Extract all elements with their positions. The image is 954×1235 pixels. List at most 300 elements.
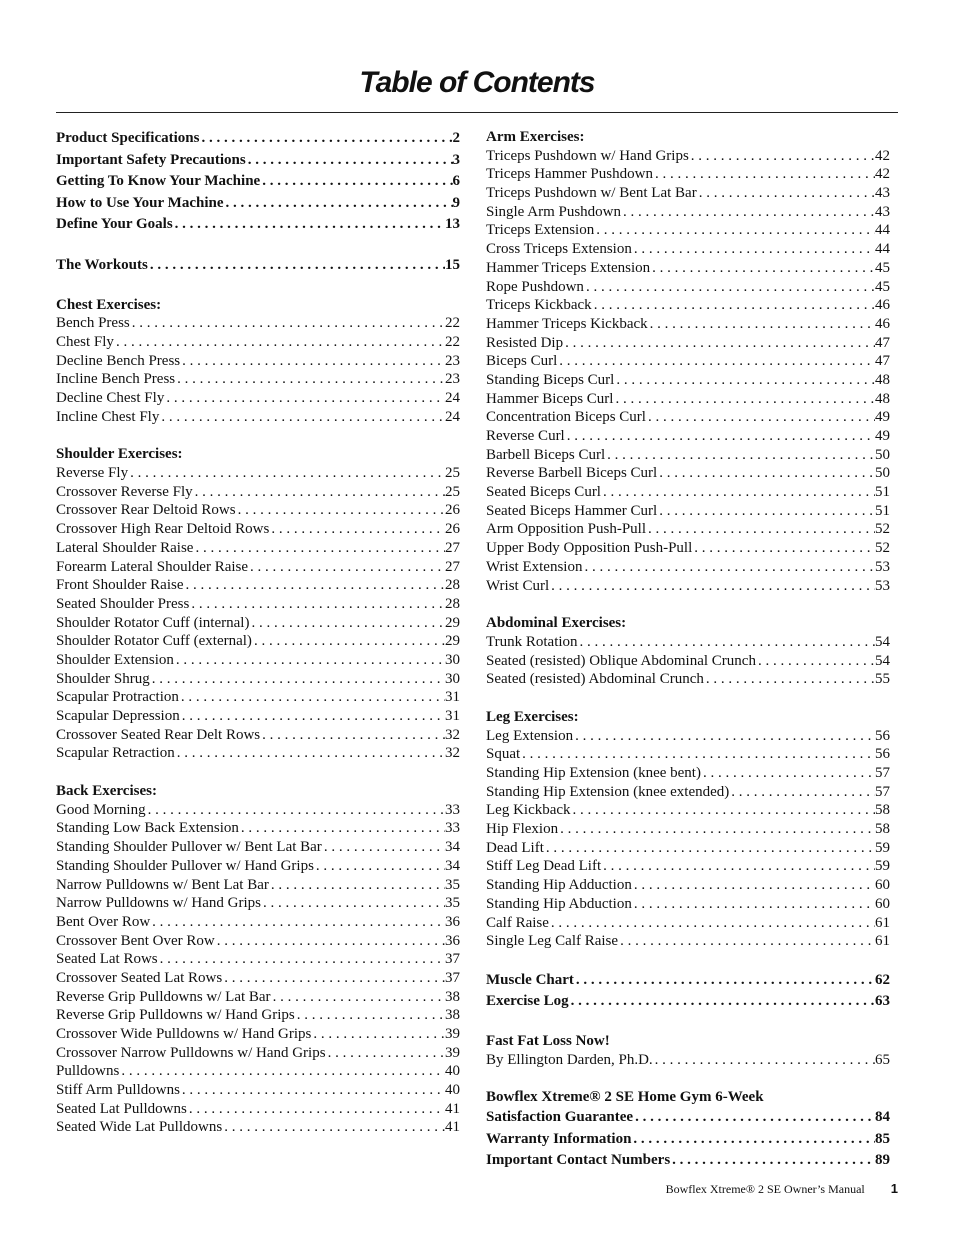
- toc-entry-label: Standing Shoulder Pullover w/ Bent Lat Bar: [56, 839, 322, 856]
- toc-entry[interactable]: [486, 1150, 890, 1172]
- toc-entry[interactable]: [56, 464, 460, 483]
- toc-entry-label: Crossover Bent Over Row: [56, 932, 215, 949]
- toc-entry[interactable]: [486, 783, 890, 802]
- toc-entry-page: 15: [445, 256, 460, 273]
- toc-entry[interactable]: [486, 1107, 890, 1129]
- toc-entry[interactable]: [56, 333, 460, 352]
- toc-entry-label: Incline Bench Press: [56, 371, 176, 388]
- toc-entry[interactable]: [486, 539, 890, 558]
- toc-entry-page: 58: [875, 821, 890, 838]
- toc-entry[interactable]: [486, 670, 890, 689]
- toc-entry-page: 57: [875, 765, 890, 781]
- toc-entry-page: 56: [875, 746, 890, 763]
- dot-leader: [646, 520, 875, 539]
- toc-entry-label: Incline Chest Fly: [56, 408, 160, 425]
- toc-entry[interactable]: [56, 520, 460, 539]
- toc-entry[interactable]: [486, 203, 890, 222]
- dot-leader: [239, 819, 445, 838]
- dot-leader: [549, 577, 875, 596]
- toc-entry-page: 43: [875, 185, 890, 202]
- toc-entry-page: 36: [445, 932, 460, 949]
- toc-entry-page: 37: [445, 951, 460, 968]
- toc-entry-page: 23: [445, 352, 460, 369]
- toc-entry[interactable]: [56, 370, 460, 389]
- toc-entry-label: Triceps Extension: [486, 222, 595, 239]
- toc-entry-label: Shoulder Rotator Cuff (external): [56, 633, 252, 650]
- toc-entry-page: 26: [445, 502, 460, 519]
- toc-entry-label: Concentration Biceps Curl: [486, 409, 646, 426]
- footer-manual-title: Bowflex Xtreme® 2 SE Owner’s Manual: [665, 1182, 865, 1196]
- section-heading: Back Exercises:: [56, 783, 157, 800]
- toc-entry-label: Triceps Pushdown w/ Hand Grips: [486, 147, 689, 164]
- toc-entry-page: 49: [875, 428, 890, 444]
- dot-leader: [653, 165, 875, 184]
- toc-entry[interactable]: [56, 352, 460, 371]
- dot-leader: [269, 520, 445, 539]
- toc-entry-page: 39: [445, 1044, 460, 1061]
- toc-entry-label: Lateral Shoulder Raise: [56, 539, 194, 556]
- toc-entry-page: 43: [875, 203, 890, 220]
- toc-entry[interactable]: [56, 576, 460, 595]
- toc-entry[interactable]: [486, 820, 890, 839]
- toc-entry-label: Seated (resisted) Abdominal Crunch: [486, 671, 704, 688]
- toc-entry[interactable]: [486, 259, 890, 278]
- toc-entry[interactable]: [56, 969, 460, 988]
- toc-entry[interactable]: [486, 970, 890, 992]
- toc-entry-page: 61: [875, 933, 890, 950]
- toc-entry-page: 6: [452, 173, 460, 190]
- dot-leader: [594, 221, 875, 240]
- toc-entry-label: Standing Shoulder Pullover w/ Hand Grips: [56, 857, 314, 874]
- toc-entry-label: Reverse Fly: [56, 465, 129, 482]
- toc-entry-page: 60: [875, 877, 890, 894]
- toc-entry-page: 3: [452, 151, 460, 168]
- dot-leader: [729, 783, 875, 802]
- toc-entry-label: How to Use Your Machine: [56, 194, 224, 211]
- toc-entry-page: 26: [445, 521, 460, 538]
- toc-entry[interactable]: [486, 839, 890, 858]
- toc-entry[interactable]: [486, 390, 890, 409]
- toc-entry[interactable]: [56, 688, 460, 707]
- toc-entry[interactable]: [56, 726, 460, 745]
- toc-entry-page: 34: [445, 857, 460, 874]
- toc-entry-page: 2: [452, 130, 460, 146]
- dot-leader: [574, 970, 875, 992]
- toc-entry-page: 47: [875, 353, 890, 370]
- toc-entry-label: Single Leg Calf Raise: [486, 933, 619, 950]
- toc-entry-label: Crossover High Rear Deltoid Rows: [56, 521, 270, 538]
- dot-leader: [224, 193, 453, 215]
- toc-entry[interactable]: [56, 894, 460, 913]
- toc-entry[interactable]: [486, 932, 890, 951]
- toc-entry-page: 31: [445, 708, 460, 724]
- toc-entry[interactable]: [486, 483, 890, 502]
- toc-entry-page: 40: [445, 1082, 460, 1099]
- toc-entry[interactable]: [486, 1129, 890, 1151]
- section-gap: [56, 763, 460, 782]
- toc-entry-page: 32: [445, 726, 460, 743]
- section-heading: Shoulder Exercises:: [56, 446, 183, 463]
- dot-leader: [571, 801, 875, 820]
- toc-entry-page: 50: [875, 446, 890, 463]
- toc-entry[interactable]: [56, 913, 460, 932]
- dot-leader: [158, 950, 445, 969]
- toc-entry-label: Seated (resisted) Oblique Abdominal Crunch: [486, 652, 756, 669]
- toc-entry-page: 54: [875, 633, 890, 650]
- toc-entry[interactable]: [486, 464, 890, 483]
- toc-entry[interactable]: [486, 745, 890, 764]
- toc-entry-page: 33: [445, 820, 460, 837]
- dot-leader: [557, 352, 875, 371]
- toc-entry[interactable]: [56, 1006, 460, 1025]
- toc-entry[interactable]: [56, 408, 460, 427]
- toc-entry-label: Hammer Triceps Kickback: [486, 315, 648, 332]
- page-footer: [666, 1181, 898, 1197]
- toc-entry-label: Shoulder Rotator Cuff (internal): [56, 614, 250, 631]
- toc-entry-page: 46: [875, 297, 890, 314]
- dot-leader: [653, 1051, 875, 1070]
- toc-entry[interactable]: [486, 502, 890, 521]
- toc-entry-page: 47: [875, 334, 890, 351]
- section-gap: [486, 689, 890, 708]
- toc-entry-page: 65: [875, 1051, 890, 1068]
- toc-entry-page: 13: [445, 216, 460, 233]
- toc-entry-label: Standing Biceps Curl: [486, 371, 615, 388]
- toc-entry-label: Decline Chest Fly: [56, 390, 165, 406]
- toc-entry-page: 48: [875, 390, 890, 407]
- dot-leader: [173, 214, 445, 236]
- dot-leader: [632, 240, 875, 259]
- toc-entry-label: Good Morning: [56, 801, 146, 818]
- toc-entry-label: Standing Low Back Extension: [56, 820, 239, 837]
- toc-entry[interactable]: [486, 1051, 890, 1070]
- toc-entry-label: Single Arm Pushdown: [486, 203, 622, 220]
- toc-entry[interactable]: [486, 577, 890, 596]
- toc-entry-label: By Ellington Darden, Ph.D.: [486, 1051, 653, 1068]
- toc-entry-label: Decline Bench Press: [56, 352, 181, 369]
- toc-entry-label: Warranty Information: [486, 1130, 632, 1147]
- toc-entry[interactable]: [56, 707, 460, 726]
- toc-entry-label: Rope Pushdown: [486, 278, 584, 295]
- toc-entry-page: 59: [875, 839, 890, 856]
- dot-leader: [584, 278, 875, 297]
- toc-entry[interactable]: [486, 221, 890, 240]
- toc-entry[interactable]: [56, 255, 460, 277]
- toc-entry-label: Hip Flexion: [486, 821, 559, 838]
- dot-leader: [119, 1062, 445, 1081]
- toc-entry-page: 28: [445, 577, 460, 594]
- toc-entry-label: Stiff Arm Pulldowns: [56, 1082, 180, 1099]
- toc-entry-label: Important Contact Numbers: [486, 1152, 671, 1169]
- toc-entry[interactable]: [486, 558, 890, 577]
- toc-entry-label: Muscle Chart: [486, 971, 574, 988]
- dot-leader: [260, 726, 445, 745]
- toc-entry[interactable]: [56, 819, 460, 838]
- toc-entry-page: 41: [445, 1100, 460, 1117]
- toc-entry-label: Scapular Protraction: [56, 689, 179, 706]
- dot-leader: [269, 876, 445, 895]
- dot-leader: [578, 633, 875, 652]
- toc-entry[interactable]: [56, 501, 460, 520]
- dot-leader: [189, 595, 445, 614]
- toc-entry[interactable]: [486, 652, 890, 671]
- toc-entry[interactable]: [486, 633, 890, 652]
- toc-entry-label: Wrist Extension: [486, 558, 583, 575]
- toc-entry[interactable]: [56, 1025, 460, 1044]
- page-title: Table of Contents: [359, 66, 595, 99]
- toc-entry[interactable]: [486, 296, 890, 315]
- toc-entry-page: 39: [445, 1026, 460, 1042]
- toc-entry-page: 25: [445, 483, 460, 500]
- toc-entry[interactable]: [56, 128, 460, 150]
- dot-leader: [180, 1081, 445, 1100]
- toc-entry-label: Stiff Leg Dead Lift: [486, 858, 602, 875]
- toc-entry-page: 55: [875, 671, 890, 688]
- toc-entry-page: 45: [875, 259, 890, 276]
- dot-leader: [633, 1107, 875, 1129]
- toc-entry-page: 34: [445, 839, 460, 856]
- toc-entry-label: Define Your Goals: [56, 216, 173, 233]
- toc-entry[interactable]: [56, 614, 460, 633]
- toc-entry-label: Hammer Triceps Extension: [486, 259, 651, 276]
- dot-leader: [174, 651, 445, 670]
- toc-entry-page: 51: [875, 484, 890, 501]
- toc-entry-page: 44: [875, 222, 890, 239]
- section-gap: [486, 1013, 890, 1032]
- dot-leader: [180, 707, 445, 726]
- toc-entry-page: 24: [445, 390, 460, 406]
- dot-leader: [646, 408, 875, 427]
- dot-leader: [601, 857, 875, 876]
- toc-entry[interactable]: [486, 446, 890, 465]
- toc-entry-label: Standing Hip Abduction: [486, 895, 632, 912]
- toc-entry-label: Squat: [486, 746, 521, 763]
- toc-entry[interactable]: [486, 240, 890, 259]
- toc-entry[interactable]: [56, 876, 460, 895]
- toc-entry-page: 31: [445, 689, 460, 706]
- toc-entry-label: Seated Shoulder Press: [56, 595, 190, 612]
- toc-entry[interactable]: [486, 727, 890, 746]
- dot-leader: [215, 932, 445, 951]
- toc-entry[interactable]: [486, 991, 890, 1013]
- toc-right-column: [486, 128, 890, 1172]
- toc-entry[interactable]: [486, 334, 890, 353]
- toc-entry-label: Satisfaction Guarantee: [486, 1109, 634, 1126]
- toc-entry[interactable]: [56, 389, 460, 408]
- dot-leader: [326, 1044, 445, 1063]
- toc-entry-label: Calf Raise: [486, 914, 549, 931]
- dot-leader: [159, 408, 445, 427]
- toc-entry[interactable]: [56, 932, 460, 951]
- toc-entry-label: Standing Hip Extension (knee bent): [486, 765, 701, 781]
- dot-leader: [650, 259, 875, 278]
- toc-entry[interactable]: [56, 988, 460, 1007]
- dot-leader: [621, 203, 875, 222]
- toc-entry-page: 37: [445, 969, 460, 986]
- toc-entry-page: 56: [875, 727, 890, 744]
- toc-entry[interactable]: [56, 1100, 460, 1119]
- dot-leader: [179, 688, 445, 707]
- toc-entry[interactable]: [56, 558, 460, 577]
- dot-leader: [311, 1025, 445, 1044]
- toc-entry[interactable]: [486, 371, 890, 390]
- dot-leader: [657, 502, 875, 521]
- toc-entry-page: 40: [445, 1063, 460, 1080]
- toc-entry-page: 22: [445, 315, 460, 332]
- toc-entry[interactable]: [56, 1044, 460, 1063]
- toc-entry[interactable]: [486, 278, 890, 297]
- dot-leader: [248, 558, 445, 577]
- toc-entry-label: Chest Fly: [56, 333, 114, 350]
- toc-entry-page: 84: [875, 1109, 890, 1126]
- section-gap: [56, 277, 460, 296]
- toc-entry-label: Reverse Barbell Biceps Curl: [486, 465, 658, 482]
- toc-entry[interactable]: [486, 427, 890, 446]
- dot-leader: [150, 670, 445, 689]
- toc-entry[interactable]: [56, 539, 460, 558]
- toc-entry-page: 30: [445, 670, 460, 687]
- dot-leader: [697, 184, 875, 203]
- toc-entry[interactable]: [56, 838, 460, 857]
- section-heading: Arm Exercises:: [486, 129, 585, 145]
- toc-entry-page: 23: [445, 371, 460, 388]
- dot-leader: [146, 801, 445, 820]
- toc-entry[interactable]: [56, 744, 460, 763]
- toc-entry[interactable]: [486, 315, 890, 334]
- section-gap: [56, 236, 460, 255]
- dot-leader: [613, 390, 875, 409]
- toc-entry[interactable]: [56, 1062, 460, 1081]
- toc-entry-page: 57: [875, 783, 890, 800]
- dot-leader: [631, 1129, 875, 1151]
- dot-leader: [657, 464, 875, 483]
- toc-entry-page: 59: [875, 858, 890, 875]
- toc-entry-label: Seated Lat Pulldowns: [56, 1100, 187, 1117]
- dot-leader: [614, 371, 875, 390]
- toc-entry[interactable]: [486, 895, 890, 914]
- toc-entry[interactable]: [56, 483, 460, 502]
- toc-entry-label: Product Specifications: [56, 130, 200, 146]
- dot-leader: [150, 913, 445, 932]
- toc-entry-label: Triceps Kickback: [486, 297, 592, 314]
- dot-leader: [322, 838, 445, 857]
- toc-entry-label: Pulldowns: [56, 1063, 120, 1080]
- toc-entry[interactable]: [486, 801, 890, 820]
- dot-leader: [618, 932, 875, 951]
- dot-leader: [236, 501, 445, 520]
- toc-entry[interactable]: [56, 1081, 460, 1100]
- toc-entry-page: 42: [875, 166, 890, 183]
- toc-entry[interactable]: [486, 764, 890, 783]
- toc-entry[interactable]: [56, 801, 460, 820]
- dot-leader: [295, 1006, 445, 1025]
- toc-entry[interactable]: [486, 876, 890, 895]
- title-rule: [56, 112, 898, 113]
- toc-entry[interactable]: [56, 857, 460, 876]
- toc-entry[interactable]: [56, 214, 460, 236]
- section-gap: [486, 595, 890, 614]
- toc-entry-page: 62: [875, 971, 890, 988]
- toc-entry-page: 50: [875, 465, 890, 482]
- dot-leader: [544, 839, 875, 858]
- toc-entry-page: 53: [875, 558, 890, 575]
- dot-leader: [565, 427, 875, 446]
- toc-entry-page: 60: [875, 895, 890, 912]
- toc-entry-label: Getting To Know Your Machine: [56, 173, 261, 190]
- dot-leader: [222, 969, 445, 988]
- dot-leader: [175, 744, 445, 763]
- toc-entry[interactable]: [56, 193, 460, 215]
- toc-entry[interactable]: [486, 520, 890, 539]
- toc-entry[interactable]: [56, 171, 460, 193]
- toc-entry-label: Bench Press: [56, 315, 130, 332]
- dot-leader: [582, 558, 875, 577]
- toc-entry-page: 52: [875, 540, 890, 557]
- dot-leader: [670, 1150, 875, 1172]
- toc-entry-page: 35: [445, 895, 460, 912]
- toc-entry[interactable]: [486, 147, 890, 166]
- dot-leader: [549, 914, 875, 933]
- toc-entry-label: Cross Triceps Extension: [486, 241, 632, 258]
- toc-entry-page: 32: [445, 745, 460, 762]
- toc-entry-label: Wrist Curl: [486, 577, 550, 594]
- toc-entry[interactable]: [486, 857, 890, 876]
- dot-leader: [314, 857, 445, 876]
- toc-entry[interactable]: [56, 651, 460, 670]
- dot-leader: [573, 727, 875, 746]
- toc-entry[interactable]: [56, 314, 460, 333]
- toc-entry-page: 33: [445, 801, 460, 818]
- toc-entry-label: Standing Hip Adduction: [486, 877, 632, 894]
- toc-entry-label: Crossover Narrow Pulldowns w/ Hand Grips: [56, 1044, 326, 1061]
- toc-entry[interactable]: [56, 1118, 460, 1137]
- dot-leader: [249, 614, 445, 633]
- toc-entry[interactable]: [486, 352, 890, 371]
- toc-entry-label: Front Shoulder Raise: [56, 577, 184, 594]
- toc-entry-label: Exercise Log: [486, 993, 569, 1010]
- toc-entry[interactable]: [56, 632, 460, 651]
- toc-entry-page: 25: [445, 465, 460, 482]
- toc-entry-page: 44: [875, 241, 890, 258]
- toc-entry[interactable]: [56, 950, 460, 969]
- toc-entry-label: Seated Lat Rows: [56, 951, 158, 968]
- dot-leader: [648, 315, 875, 334]
- toc-entry[interactable]: [486, 914, 890, 933]
- toc-entry-label: Crossover Reverse Fly: [56, 483, 193, 500]
- toc-entry[interactable]: [486, 165, 890, 184]
- toc-entry-label: Resisted Dip: [486, 334, 564, 351]
- dot-leader: [563, 334, 875, 353]
- toc-entry[interactable]: [56, 150, 460, 172]
- toc-entry-page: 28: [445, 595, 460, 612]
- toc-entry[interactable]: [486, 184, 890, 203]
- dot-leader: [164, 389, 445, 408]
- section-heading: Chest Exercises:: [56, 296, 162, 313]
- section-heading: Fast Fat Loss Now!: [486, 1033, 610, 1050]
- toc-entry[interactable]: [486, 408, 890, 427]
- toc-entry-label: Trunk Rotation: [486, 633, 578, 650]
- toc-entry-label: Forearm Lateral Shoulder Raise: [56, 558, 249, 575]
- toc-entry[interactable]: [56, 670, 460, 689]
- toc-entry-page: 46: [875, 315, 890, 332]
- toc-entry[interactable]: [56, 595, 460, 614]
- section-gap: [486, 1069, 890, 1088]
- toc-entry-label: Scapular Retraction: [56, 745, 175, 762]
- toc-entry-page: 48: [875, 371, 890, 388]
- toc-entry-label: Standing Hip Extension (knee extended): [486, 783, 730, 800]
- dot-leader: [558, 820, 875, 839]
- toc-entry-page: 29: [445, 633, 460, 650]
